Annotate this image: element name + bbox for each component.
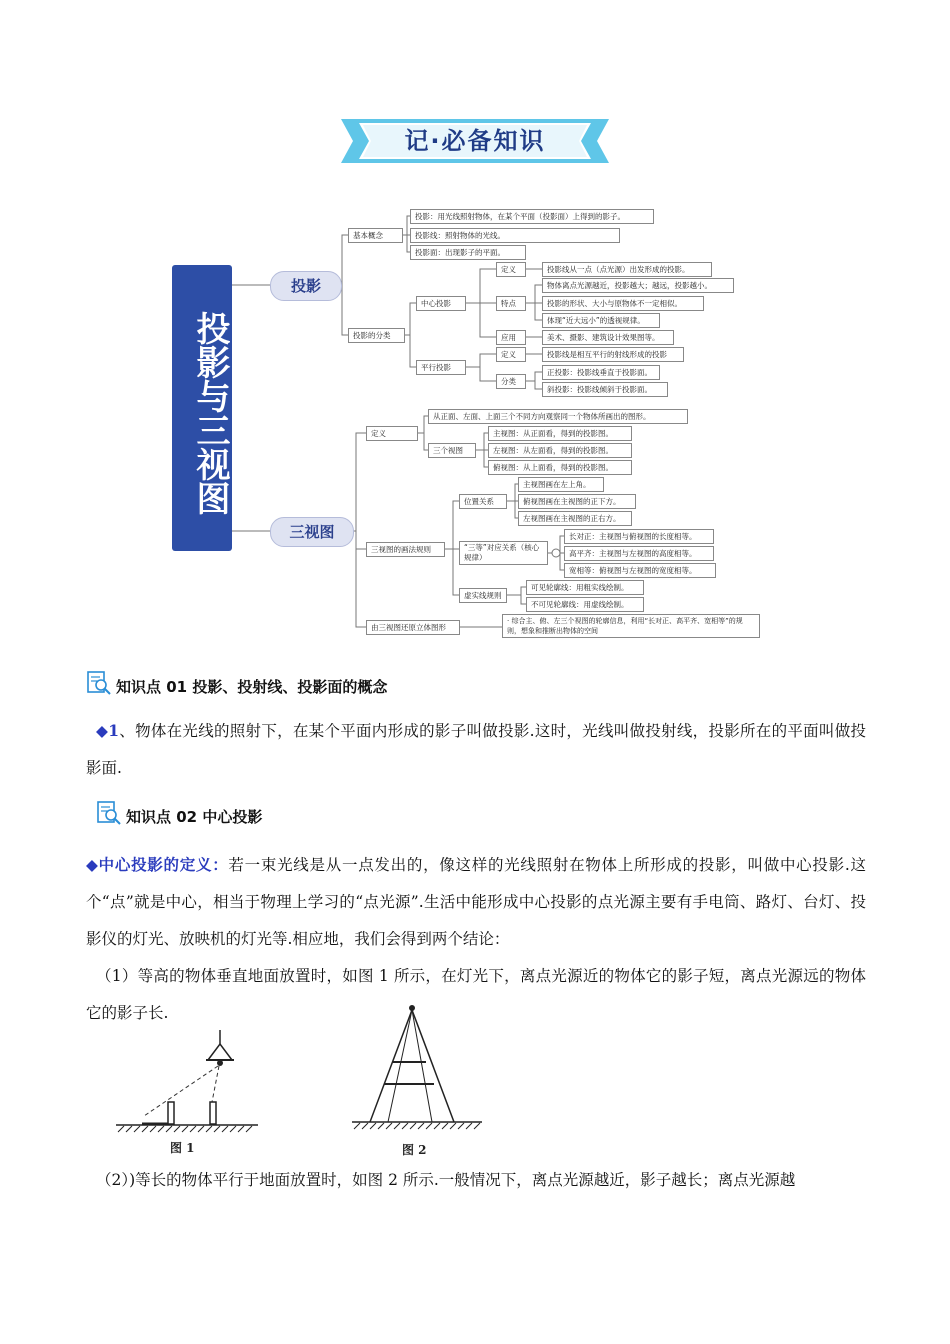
kp2-def-text: 若一束光线是从一点发出的，像这样的光线照射在物体上所形成的投影，叫做中心投影.这个“点”就是中心，相当于物理上学习的“点光源”.生活中能形成中心投影的点光源主要有手电筒、路灯、台灯、投影仪的灯光、放映机的灯光等.相应地，我们会得到两个结论： xyxy=(86,856,866,948)
node-basic-2: 投影线：照射物体的光线。 xyxy=(410,228,620,243)
node-views-def-label: 定义 xyxy=(366,426,418,441)
node-central-feat-1: 物体离点光源越近，投影越大；越远，投影越小。 xyxy=(542,278,734,293)
node-position-2: 俯视图画在主视图的正下方。 xyxy=(518,494,636,509)
kp1-paragraph xyxy=(86,712,866,787)
node-basic-1: 投影：用光线照射物体，在某个平面（投影面）上得到的影子。 xyxy=(410,209,654,224)
node-parallel-def-label: 定义 xyxy=(496,347,526,362)
node-three-equal-3: 宽相等：俯视图与左视图的宽度相等。 xyxy=(564,563,716,578)
node-central: 中心投影 xyxy=(416,296,466,311)
node-three-equal: “三等”对应关系（核心规律） xyxy=(459,541,548,565)
node-central-app: 美术、摄影、建筑设计效果图等。 xyxy=(542,330,674,345)
node-view-left: 左视图：从左面看，得到的投影图。 xyxy=(488,443,632,458)
node-views-def: 从正面、左面、上面三个不同方向观察同一个物体所画出的图形。 xyxy=(428,409,688,424)
node-three-views: 三个视图 xyxy=(428,443,476,458)
kp1-heading: 知识点 01 投影、投射线、投影面的概念 xyxy=(116,678,388,696)
node-line-hidden: 不可见轮廓线：用虚线绘制。 xyxy=(526,597,644,612)
node-parallel: 平行投影 xyxy=(416,360,466,375)
magnifier-document-icon xyxy=(96,800,122,826)
kp2-item1: （1）等高的物体垂直地面放置时，如图 1 所示，在灯光下，离点光源近的物体它的影子短，离点光源远的物体它的影子长. xyxy=(86,967,866,1022)
node-drawing-rules: 三视图的画法规则 xyxy=(366,542,445,557)
mind-map-root: 投影与三视图 xyxy=(172,265,232,551)
node-parallel-type-label: 分类 xyxy=(496,374,526,389)
node-central-feat-label: 特点 xyxy=(496,296,526,311)
node-central-app-label: 应用 xyxy=(496,330,526,345)
mind-map xyxy=(170,205,750,645)
node-position-label: 位置关系 xyxy=(459,494,507,509)
node-central-feat-2: 投影的形状、大小与原物体不一定相似。 xyxy=(542,296,704,311)
node-line-rules: 虚实线规则 xyxy=(459,588,507,603)
kp2-heading: 知识点 02 中心投影 xyxy=(126,808,263,826)
figure-1-caption: 图 1 xyxy=(170,1141,195,1155)
banner-title: 记·必备知识 xyxy=(404,127,546,155)
kp1-text: 、物体在光线的照射下，在某个平面内形成的影子叫做投影.这时，光线叫做投射线，投影所在的平面叫做投影面. xyxy=(86,722,866,777)
magnifier-document-icon xyxy=(86,670,112,696)
node-restore-text: · 综合主、俯、左三个视图的轮廓信息，利用“长对正、高平齐、宽相等”的规则，想象和推断出物体的空间 xyxy=(502,614,760,638)
figure-2-drawing xyxy=(348,1000,488,1160)
node-classification: 投影的分类 xyxy=(348,328,405,343)
kp1-marker: ◆1 xyxy=(96,721,119,740)
node-central-def-label: 定义 xyxy=(496,262,526,277)
node-parallel-type-2: 斜投影：投影线倾斜于投影面。 xyxy=(542,382,668,397)
node-parallel-type-1: 正投影：投影线垂直于投影面。 xyxy=(542,365,660,380)
node-position-3: 左视图画在主视图的正右方。 xyxy=(518,511,632,526)
figure-1-drawing xyxy=(112,1030,262,1158)
kp2-def-title: ◆中心投影的定义： xyxy=(86,856,229,874)
kp2-item2: （2）)等长的物体平行于地面放置时，如图 2 所示.一般情况下，离点光源越近，影子越长；离点光源越 xyxy=(96,1171,796,1189)
node-central-def: 投影线从一点（点光源）出发形成的投影。 xyxy=(542,262,712,277)
node-view-front: 主视图：从正面看，得到的投影图。 xyxy=(488,426,632,441)
node-three-equal-2: 高平齐：主视图与左视图的高度相等。 xyxy=(564,546,714,561)
branch-projection: 投影 xyxy=(270,271,342,301)
section-banner xyxy=(341,115,609,167)
kp2-definition xyxy=(86,847,866,958)
node-central-feat-3: 体现“近大远小”的透视规律。 xyxy=(542,313,660,328)
node-basic-3: 投影面：出现影子的平面。 xyxy=(410,245,526,260)
node-position-1: 主视图画在左上角。 xyxy=(518,477,604,492)
node-three-equal-1: 长对正：主视图与俯视图的长度相等。 xyxy=(564,529,714,544)
figure-2-caption: 图 2 xyxy=(402,1143,427,1157)
node-restore: 由三视图还原立体图形 xyxy=(366,620,460,635)
node-basic-concepts: 基本概念 xyxy=(348,228,403,243)
node-parallel-def: 投影线是相互平行的射线形成的投影 xyxy=(542,347,684,362)
branch-three-views: 三视图 xyxy=(270,517,354,547)
node-line-visible: 可见轮廓线：用粗实线绘制。 xyxy=(526,580,644,595)
node-view-top: 俯视图：从上面看，得到的投影图。 xyxy=(488,460,632,475)
